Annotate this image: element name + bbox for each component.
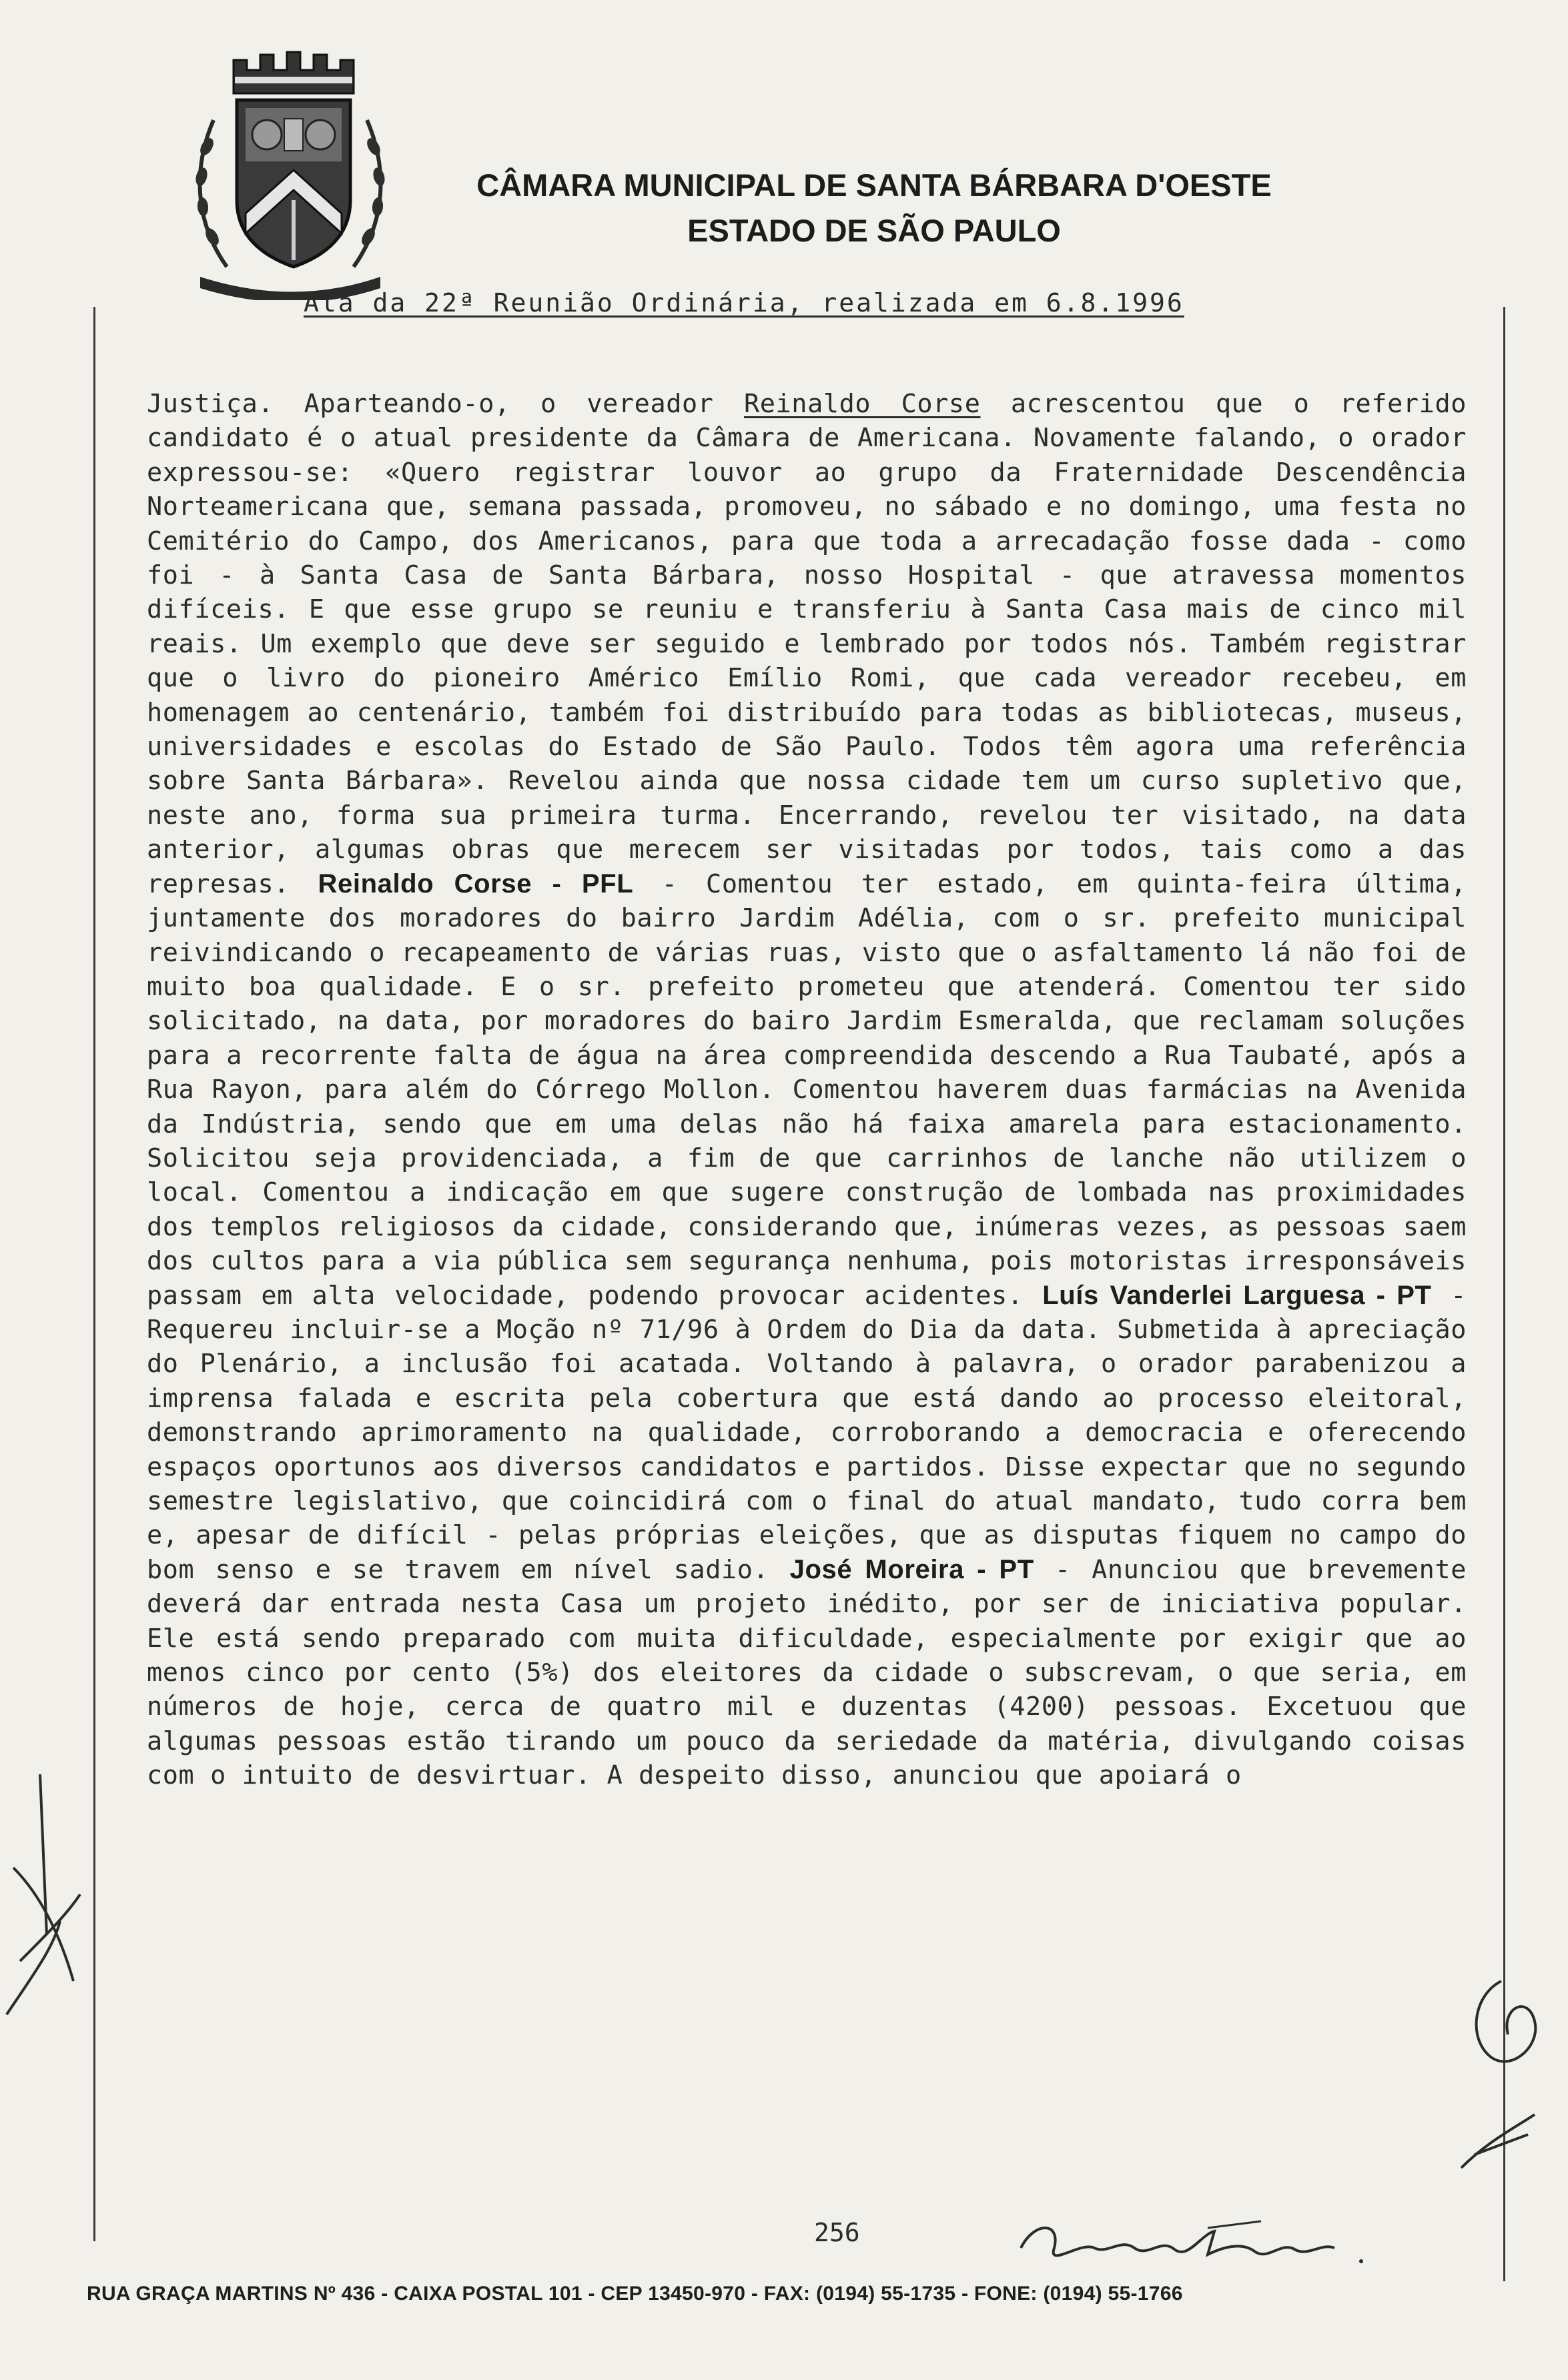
- paragraph-intro: Justiça. Aparteando-o, o vereador: [147, 389, 744, 419]
- speaker-luis-vanderlei: Luís Vanderlei Larguesa - PT: [1042, 1280, 1432, 1310]
- left-margin-rule: [93, 307, 95, 2241]
- footer-address: RUA GRAÇA MARTINS Nº 436 - CAIXA POSTAL 101 - CEP 13450-970 - FAX: (0194) 55-1735 - FONE: (0194) 55-1766: [87, 2283, 1183, 2305]
- signature-right-margin-icon: [1435, 1968, 1568, 2181]
- minutes-body-text: [147, 387, 1467, 1793]
- paragraph-text-1: acrescentou que o referido candidato é o atual presidente da Câmara de Americana. Novamente falando, o orador expressou-se: «Quero registrar louvor ao grupo da Fraternidade Descendência Norteamericana que, semana passada, promoveu, no sábado e no domingo, uma festa no Cemitério do Campo, dos Americanos, para que toda a arrecadação fosse dada - como foi - à Santa Casa de Santa Bárbara, nosso Hospital - que atravessa momentos difíceis. E que esse grupo se reuniu e transferiu à Santa Casa mais de cinco mil reais. Um exemplo que deve ser seguido e lembrado por todos nós. Também registrar que o livro do pioneiro Américo Emílio Romi, que cada vereador recebeu, em homenagem ao centenário, também foi distribuído para todas as bibliotecas, museus, universidades e escolas do Estado de São Paulo. Todos têm agora uma referência sobre Santa Bárbara». Revelou ainda que nossa cidade tem um curso supletivo que, neste ano, forma sua primeira turma. Encerrando, revelou ter visitado, na data anterior, algumas obras que merecem ser visitadas por todos, tais como a das represas.: [147, 389, 1467, 899]
- paragraph-text-4: - Anunciou que brevemente deverá dar entrada nesta Casa um projeto inédito, por ser de iniciativa popular. Ele está sendo preparado com muita dificuldade, especialmente por exigir que ao menos cinco por cento (5%) dos eleitores da cidade o subscrevam, o que seria, em números de hoje, cerca de quatro mil e duzentas (4200) pessoas. Excetuou que algumas pessoas estão tirando um pouco da seriedade da matéria, divulgando coisas com o intuito de desvirtuar. A despeito disso, anunciou que apoiará o: [147, 1554, 1467, 1791]
- signature-bottom-icon: [1008, 2201, 1381, 2281]
- speaker-jose-moreira: José Moreira - PT: [789, 1554, 1034, 1584]
- page-number: 256: [814, 2218, 860, 2247]
- speaker-reinaldo-corse: Reinaldo Corse - PFL: [318, 868, 634, 899]
- meeting-title: Ata da 22ª Reunião Ordinária, realizada em 6.8.1996: [304, 288, 1184, 318]
- signature-left-margin-icon: [0, 1761, 93, 2041]
- chamber-name: CÂMARA MUNICIPAL DE SANTA BÁRBARA D'OESTE: [476, 167, 1272, 203]
- paragraph-text-2: - Comentou ter estado, em quinta-feira última, juntamente dos moradores do bairro Jardim Adélia, com o sr. prefeito municipal reivindicando o recapeamento de várias ruas, visto que o asfaltamento lá não foi de muito boa qualidade. E o sr. prefeito prometeu que atenderá. Comentou ter sido solicitado, na data, por moradores do bairo Jardim Esmeralda, que reclamam soluções para a recorrente falta de água na área compreendida descendo a Rua Taubaté, após a Rua Rayon, para além do Córrego Mollon. Comentou haverem duas farmácias na Avenida da Indústria, sendo que em uma delas não há faixa amarela para estacionamento. Solicitou seja providenciada, a fim de que carrinhos de lanche não utilizem o local. Comentou a indicação em que sugere construção de lombada nas proximidades dos templos religiosos da cidade, considerando que, inúmeras vezes, as pessoas saem dos cultos para a via pública sem segurança nenhuma, pois motoristas irresponsáveis passam em alta velocidade, podendo provocar acidentes.: [147, 868, 1467, 1311]
- councilor-name-reinaldo: Reinaldo Corse: [743, 389, 981, 419]
- paragraph-text-3: - Requereu incluir-se a Moção nº 71/96 à Ordem do Dia da data. Submetida à apreciação do Plenário, a inclusão foi acatada. Voltando à palavra, o orador parabenizou a imprensa falada e escrita pela cobertura que está dando ao processo eleitoral, demonstrando aprimoramento na qualidade, corroborando a democracia e oferecendo espaços oportunos aos diversos candidatos e partidos. Disse expectar que no segundo semestre legislativo, que coincidirá com o final do atual mandato, tudo corra bem e, apesar de difícil - pelas próprias eleições, que as disputas fiquem no campo do bom senso e se travem em nível sadio.: [147, 1280, 1467, 1585]
- state-name: ESTADO DE SÃO PAULO: [687, 213, 1061, 248]
